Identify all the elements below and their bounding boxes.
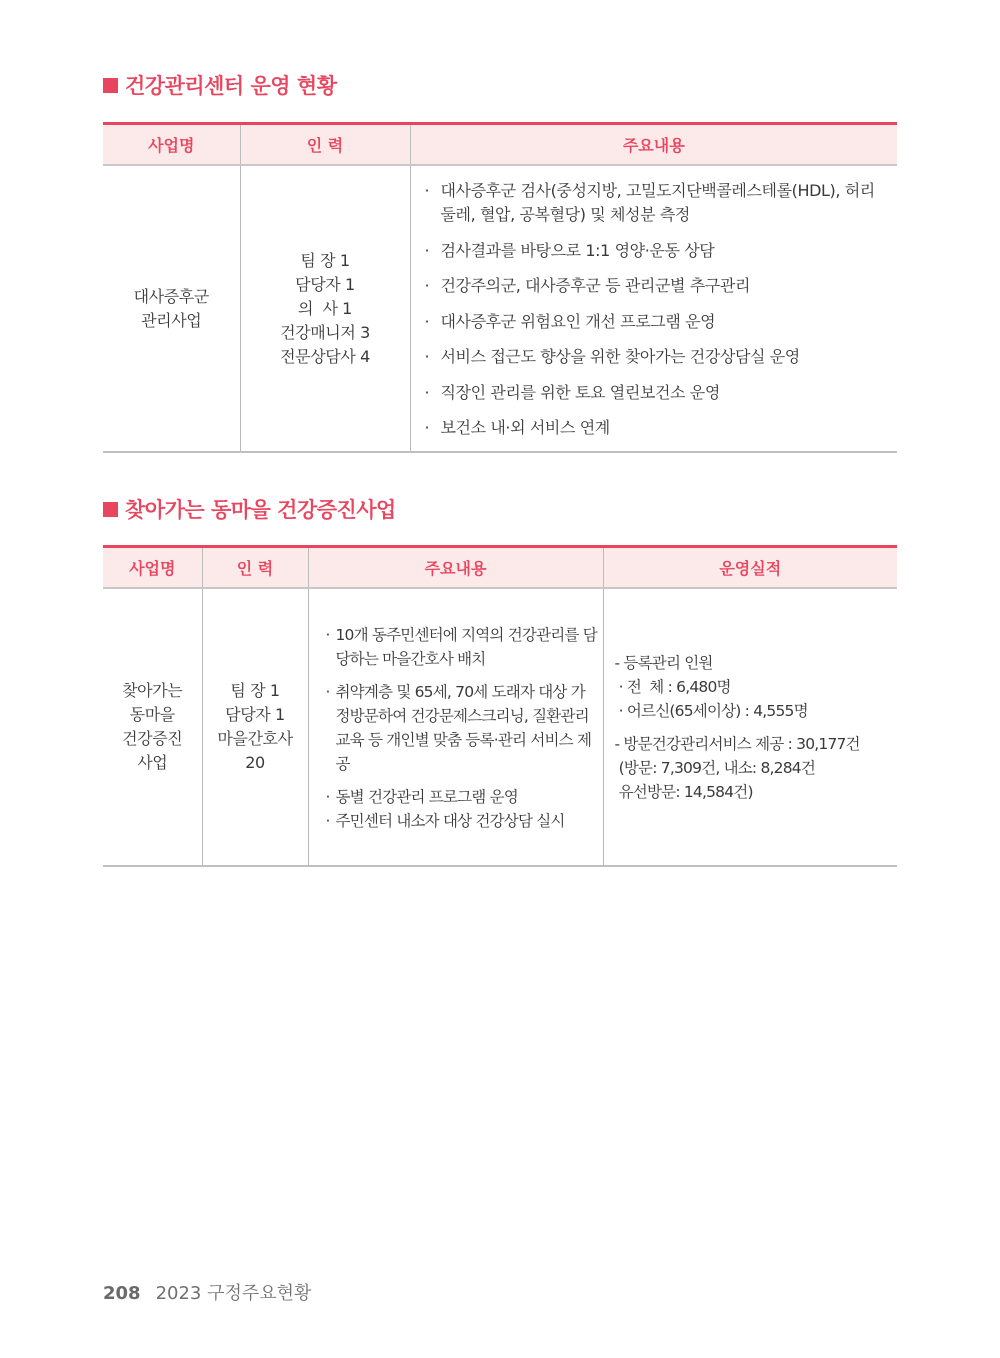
list-item: · 주민센터 내소자 대상 건강상담 실시 [309, 809, 599, 833]
list-item: · 취약계층 및 65세, 70세 도래자 대상 가정방문하여 건강문제스크리닝, 질환관리교육 등 개인별 맞춤 등록·관리 서비스 제공 [309, 680, 599, 776]
contents-list [411, 179, 878, 440]
section-title-text: 건강관리센터 운영 현황 [125, 74, 337, 98]
staff-cell [240, 165, 410, 452]
staff-line: 팀 장 1 [230, 681, 280, 700]
staff-line: 건강매니저 3 [280, 322, 370, 342]
list-item: · 보건소 내·외 서비스 연계 [411, 416, 878, 440]
staff-line: 팀 장 1 [300, 250, 350, 270]
square-bullet-icon [103, 78, 118, 93]
list-item: · 대사증후군 위험요인 개선 프로그램 운영 [411, 310, 878, 334]
square-bullet-icon [103, 502, 118, 517]
section-title-village-health [103, 494, 396, 524]
page-footer [103, 1279, 311, 1305]
header-results: 운영실적 [603, 547, 897, 589]
results-line: · 어르신(65세이상) : 4,555명 [614, 701, 808, 720]
health-center-table [103, 122, 897, 453]
header-business-name: 사업명 [103, 547, 202, 589]
staff-cell [202, 588, 308, 866]
main-contents-cell [410, 165, 897, 452]
results-cell [603, 588, 897, 866]
list-item: · 직장인 관리를 위한 토요 열린보건소 운영 [411, 381, 878, 405]
visit-service-group [615, 732, 897, 804]
village-health-table [103, 545, 897, 867]
results-line: · 전 체 : 6,480명 [614, 677, 731, 696]
staff-line: 20 [245, 753, 265, 772]
staff-line: 담당자 1 [295, 274, 355, 294]
header-staff: 인 력 [202, 547, 308, 589]
business-name-line: 사업 [137, 753, 168, 772]
list-item: · 10개 동주민센터에 지역의 건강관리를 담당하는 마을간호사 배치 [309, 623, 599, 671]
staff-line: 전문상담사 4 [280, 346, 370, 366]
business-name-line: 관리사업 [141, 310, 202, 330]
staff-line: 의 사 1 [298, 298, 352, 318]
results-line: - 방문건강관리서비스 제공 : 30,177건 [614, 734, 860, 753]
business-name-line: 대사증후군 [133, 286, 209, 306]
document-title: 2023 구정주요현황 [155, 1283, 312, 1304]
header-main-contents: 주요내용 [410, 124, 897, 166]
results-line: (방문: 7,309건, 내소: 8,284건 [614, 758, 816, 777]
staff-line: 마을간호사 [217, 729, 293, 748]
results-stats [605, 651, 897, 804]
list-item: · 건강주의군, 대사증후군 등 관리군별 추구관리 [411, 274, 878, 298]
header-main-contents: 주요내용 [308, 547, 603, 589]
business-name-cell [103, 165, 240, 452]
list-item: · 동별 건강관리 프로그램 운영 [309, 785, 599, 809]
page-number: 208 [103, 1283, 141, 1304]
results-line: - 등록관리 인원 [614, 653, 713, 672]
table-header-row [103, 124, 897, 166]
registered-members-group [615, 651, 897, 723]
business-name-cell [103, 588, 202, 866]
section-title-text: 찾아가는 동마을 건강증진사업 [125, 498, 396, 522]
results-line: 유선방문: 14,584건) [614, 782, 753, 801]
list-item: · 대사증후군 검사(중성지방, 고밀도지단백콜레스테롤(HDL), 허리둘레, 혈압, 공복혈당) 및 체성분 측정 [411, 179, 878, 227]
business-name-line: 찾아가는 [122, 681, 183, 700]
business-name-line: 건강증진 [122, 729, 183, 748]
table-row [103, 165, 897, 452]
list-item: · 검사결과를 바탕으로 1:1 영양·운동 상담 [411, 239, 878, 263]
table-row [103, 588, 897, 866]
main-contents-cell [308, 588, 603, 866]
table-header-row [103, 547, 897, 589]
section-title-health-center [103, 70, 336, 100]
header-business-name: 사업명 [103, 124, 240, 166]
list-item: · 서비스 접근도 향상을 위한 찾아가는 건강상담실 운영 [411, 345, 878, 369]
contents-list [309, 623, 599, 833]
header-staff: 인 력 [240, 124, 410, 166]
business-name-line: 동마을 [129, 705, 175, 724]
staff-line: 담당자 1 [225, 705, 285, 724]
